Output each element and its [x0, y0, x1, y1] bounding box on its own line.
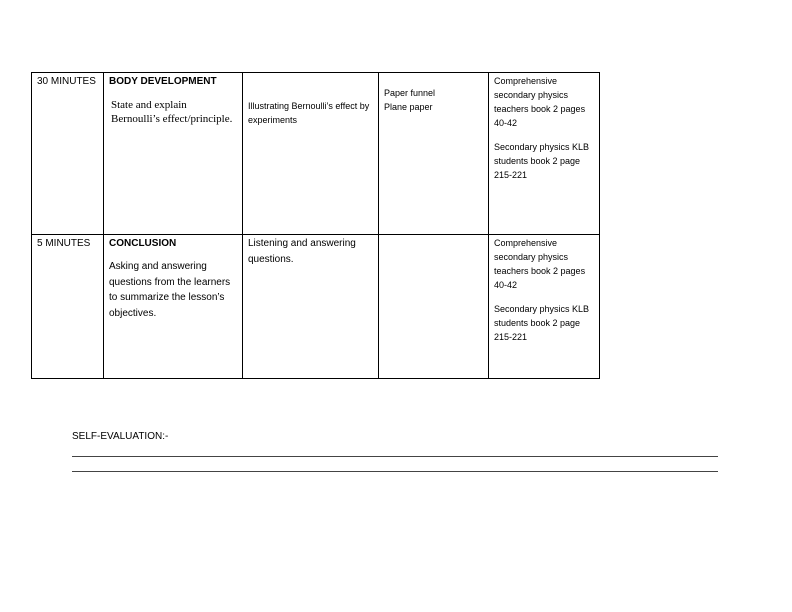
stage-heading: CONCLUSION: [109, 238, 177, 249]
resource-item: Plane paper: [384, 101, 433, 112]
time-label: 30 MINUTES: [37, 76, 96, 87]
stage-text: Asking and answering questions from the learners to summarize the lesson’s objectives.: [109, 261, 231, 319]
stage-cell: [104, 235, 243, 379]
references-cell: [489, 235, 600, 379]
evaluation-line: [72, 456, 718, 457]
evaluation-line: [72, 471, 718, 472]
reference-item: Comprehensive secondary physics teachers book 2 pages 40-42: [494, 76, 586, 128]
stage-cell: [104, 73, 243, 235]
resources-cell: [379, 235, 489, 379]
resources-cell: [379, 73, 489, 235]
activity-cell: [243, 73, 379, 235]
table-row: [32, 73, 600, 235]
activity-text: Listening and answering questions.: [248, 238, 356, 265]
reference-item: Secondary physics KLB students book 2 page 215-221: [494, 142, 590, 180]
activity-cell: [243, 235, 379, 379]
reference-item: Secondary physics KLB students book 2 page 215-221: [494, 304, 590, 342]
stage-heading: BODY DEVELOPMENT: [109, 76, 217, 87]
time-cell: [32, 73, 104, 235]
lesson-plan-table: [31, 72, 600, 379]
activity-text: Illustrating Bernoulli’s effect by experiments: [248, 101, 370, 125]
reference-item: Comprehensive secondary physics teachers book 2 pages 40-42: [494, 238, 586, 290]
references-cell: [489, 73, 600, 235]
self-evaluation-label: SELF-EVALUATION:-: [72, 431, 169, 442]
stage-text: State and explain Bernoulli’s effect/principle.: [111, 99, 233, 125]
time-cell: [32, 235, 104, 379]
resource-item: Paper funnel: [384, 88, 436, 98]
time-label: 5 MINUTES: [37, 238, 91, 249]
table-row: [32, 235, 600, 379]
